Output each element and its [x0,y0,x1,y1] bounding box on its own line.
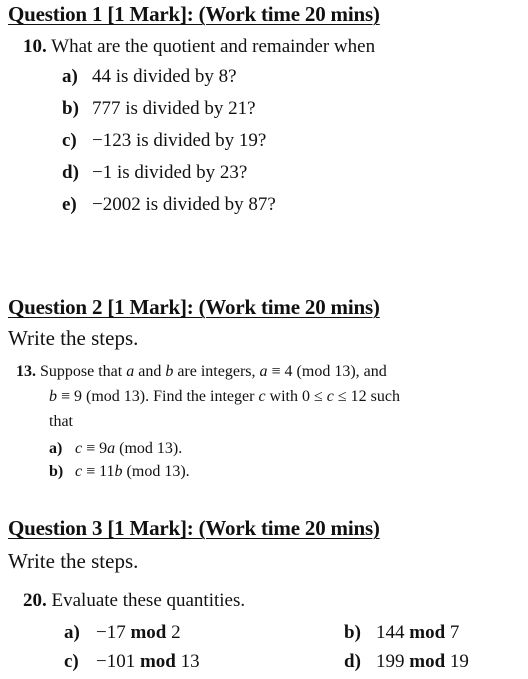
part-text: −1 is divided by 23? [92,162,248,183]
q1-part-a [62,66,237,88]
question-2-heading: Question 2 [1 Mark]: (Work time 20 mins) [8,295,380,319]
problem-10-prompt [23,36,375,58]
part-text: −101 mod 13 [96,651,200,672]
problem-20-prompt [23,590,245,612]
question-1-heading: Question 1 [1 Mark]: (Work time 20 mins) [8,2,380,26]
problem-13-line-3: that [49,413,73,430]
part-label: d) [344,651,361,672]
part-label: c) [62,130,77,151]
problem-number: 10. [23,36,47,57]
q1-part-d [62,162,247,184]
part-label: c) [64,651,79,672]
problem-number: 20. [23,590,47,611]
part-text: 144 mod 7 [376,622,460,643]
problem-text: Evaluate these quantities. [51,590,246,611]
q3-instruction: Write the steps. [8,549,139,573]
problem-text: Suppose that a and b are integers, a ≡ 4 (mod 13), and [40,363,387,380]
q3-part-c [64,651,200,673]
part-text: c ≡ 11b (mod 13). [75,463,190,480]
problem-text: What are the quotient and remainder when [51,36,376,57]
part-label: d) [62,162,79,183]
part-label: e) [62,194,77,215]
part-label: a) [64,622,80,643]
q2-part-a [49,440,182,458]
q2-part-b [49,463,190,481]
part-text: 777 is divided by 21? [92,98,256,119]
q2-instruction: Write the steps. [8,326,139,350]
part-label: b) [344,622,361,643]
part-label: a) [62,66,78,87]
part-label: b) [62,98,79,119]
q1-part-e [62,194,276,216]
part-text: −123 is divided by 19? [92,130,267,151]
problem-number: 13. [16,363,36,380]
q1-part-b [62,98,256,120]
part-text: 199 mod 19 [376,651,469,672]
q3-part-a [64,622,181,644]
part-text: −2002 is divided by 87? [92,194,276,215]
q3-part-d [344,651,469,673]
part-label: a) [49,440,63,457]
q1-part-c [62,130,266,152]
part-text: 44 is divided by 8? [92,66,237,87]
part-label: b) [49,463,64,480]
question-3-heading: Question 3 [1 Mark]: (Work time 20 mins) [8,516,380,540]
problem-13-line-2: b ≡ 9 (mod 13). Find the integer c with 0 ≤ c ≤ 12 such [49,388,400,405]
part-text: c ≡ 9a (mod 13). [75,440,183,457]
part-text: −17 mod 2 [96,622,181,643]
q3-part-b [344,622,459,644]
problem-13-line-1 [16,363,387,381]
